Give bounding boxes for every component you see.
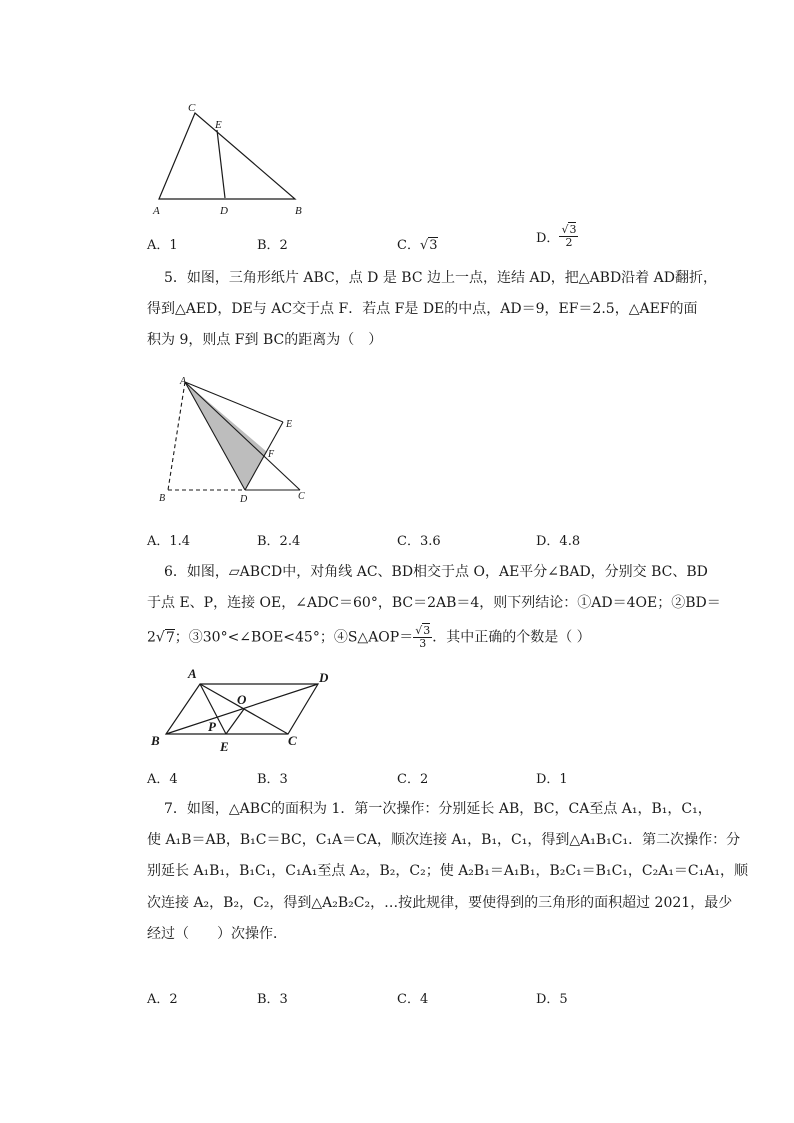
q4-option-c[interactable]: C．√3 <box>397 238 438 253</box>
q7-option-a[interactable]: A．2 <box>147 992 178 1007</box>
q4-option-b[interactable]: B．2 <box>257 238 288 253</box>
q7-text-line-4: 次连接 A₂，B₂，C₂，得到△A₂B₂C₂，…按此规律，要使得到的三角形的面积超过 2021，最少 <box>147 895 733 911</box>
q5-text-line-1: 5．如图，三角形纸片 ABC，点 D 是 BC 边上一点，连结 AD，把△ABD沿着 AD翻折， <box>164 270 717 286</box>
q7-option-d[interactable]: D．5 <box>536 992 568 1007</box>
q5-label-a: A <box>180 376 187 387</box>
q5-label-c: C <box>298 491 305 502</box>
q6-label-a: A <box>188 666 197 681</box>
q5-fold-figure <box>155 372 315 504</box>
q5-label-f: F <box>268 449 275 460</box>
q4-label-a: A <box>153 205 160 217</box>
q6-text-line-3: 2√7；③30°<∠BOE<45°；④S△AOP＝ $\frac{√3}{3}$ ．其中正确的个数是（ ） <box>147 624 591 650</box>
q5-option-d[interactable]: D．4.8 <box>536 534 581 549</box>
q6-label-e: E <box>220 739 229 754</box>
q4-label-e: E <box>215 119 222 131</box>
q6-option-c[interactable]: C．2 <box>397 772 429 787</box>
q4-label-c: C <box>188 102 196 114</box>
sqrt-symbol: √ <box>561 223 569 236</box>
q7-options <box>147 988 707 1008</box>
q5-label-d: D <box>240 494 248 505</box>
q7-option-b[interactable]: B．3 <box>257 992 288 1007</box>
q6-text-line-2: 于点 E、P，连接 OE，∠ADC＝60°，BC＝2AB＝4，则下列结论：①AD＝4OE；②BD＝ <box>147 595 721 611</box>
sqrt-symbol: √ <box>155 629 165 646</box>
q4-option-d[interactable]: D． $\frac{√3}{2}$ <box>536 223 577 249</box>
q6-label-b: B <box>151 733 160 748</box>
q6-label-o: O <box>237 692 247 707</box>
q5-label-b: B <box>159 493 166 504</box>
q5-option-a[interactable]: A．1.4 <box>147 534 191 549</box>
q5-label-e: E <box>286 419 293 430</box>
q7-option-c[interactable]: C．4 <box>397 992 429 1007</box>
q4-option-a[interactable]: A．1 <box>147 238 178 253</box>
q7-text-line-5: 经过（ ）次操作． <box>147 926 287 942</box>
q5-text-line-3: 积为 9，则点 F到 BC的距离为（ ） <box>147 332 383 348</box>
q6-label-p: P <box>208 719 216 734</box>
sqrt-symbol: √ <box>419 238 429 253</box>
q6-text-line-1: 6．如图，▱ABCD中，对角线 AC、BD相交于点 O，AE平分∠BAD，分别交 BC、BD <box>164 564 708 580</box>
q6-label-d: D <box>319 670 329 685</box>
q7-text-line-1: 7．如图，△ABC的面积为 1．第一次操作：分别延长 AB，BC，CA至点 A₁，B₁，C₁， <box>164 801 712 817</box>
q7-text-line-2: 使 A₁B＝AB，B₁C＝BC，C₁A＝CA，顺次连接 A₁，B₁，C₁，得到△A₁B₁C₁．第二次操作：分 <box>147 832 741 848</box>
q6-label-c: C <box>288 733 297 748</box>
q5-options <box>147 530 707 550</box>
q7-text-line-3: 别延长 A₁B₁，B₁C₁，C₁A₁至点 A₂，B₂，C₂；使 A₂B₁＝A₁B₁，B₂C₁＝B₁C₁，C₂A₁＝C₁A₁，顺 <box>147 863 748 879</box>
q4-label-d: D <box>220 205 228 217</box>
q4-options <box>147 223 707 254</box>
sqrt-symbol: √ <box>415 624 423 637</box>
q5-text-line-2: 得到△AED，DE与 AC交于点 F．若点 F是 DE的中点，AD＝9，EF＝2.5，△AEF的面 <box>147 301 698 317</box>
q4-label-b: B <box>295 205 302 217</box>
q6-option-b[interactable]: B．3 <box>257 772 288 787</box>
q6-parallelogram-figure <box>148 664 338 756</box>
q6-options <box>147 768 707 788</box>
q4-triangle-figure <box>148 98 308 220</box>
q6-option-d[interactable]: D．1 <box>536 772 568 787</box>
q5-option-c[interactable]: C．3.6 <box>397 534 441 549</box>
q6-option-a[interactable]: A．4 <box>147 772 178 787</box>
q5-option-b[interactable]: B．2.4 <box>257 534 301 549</box>
